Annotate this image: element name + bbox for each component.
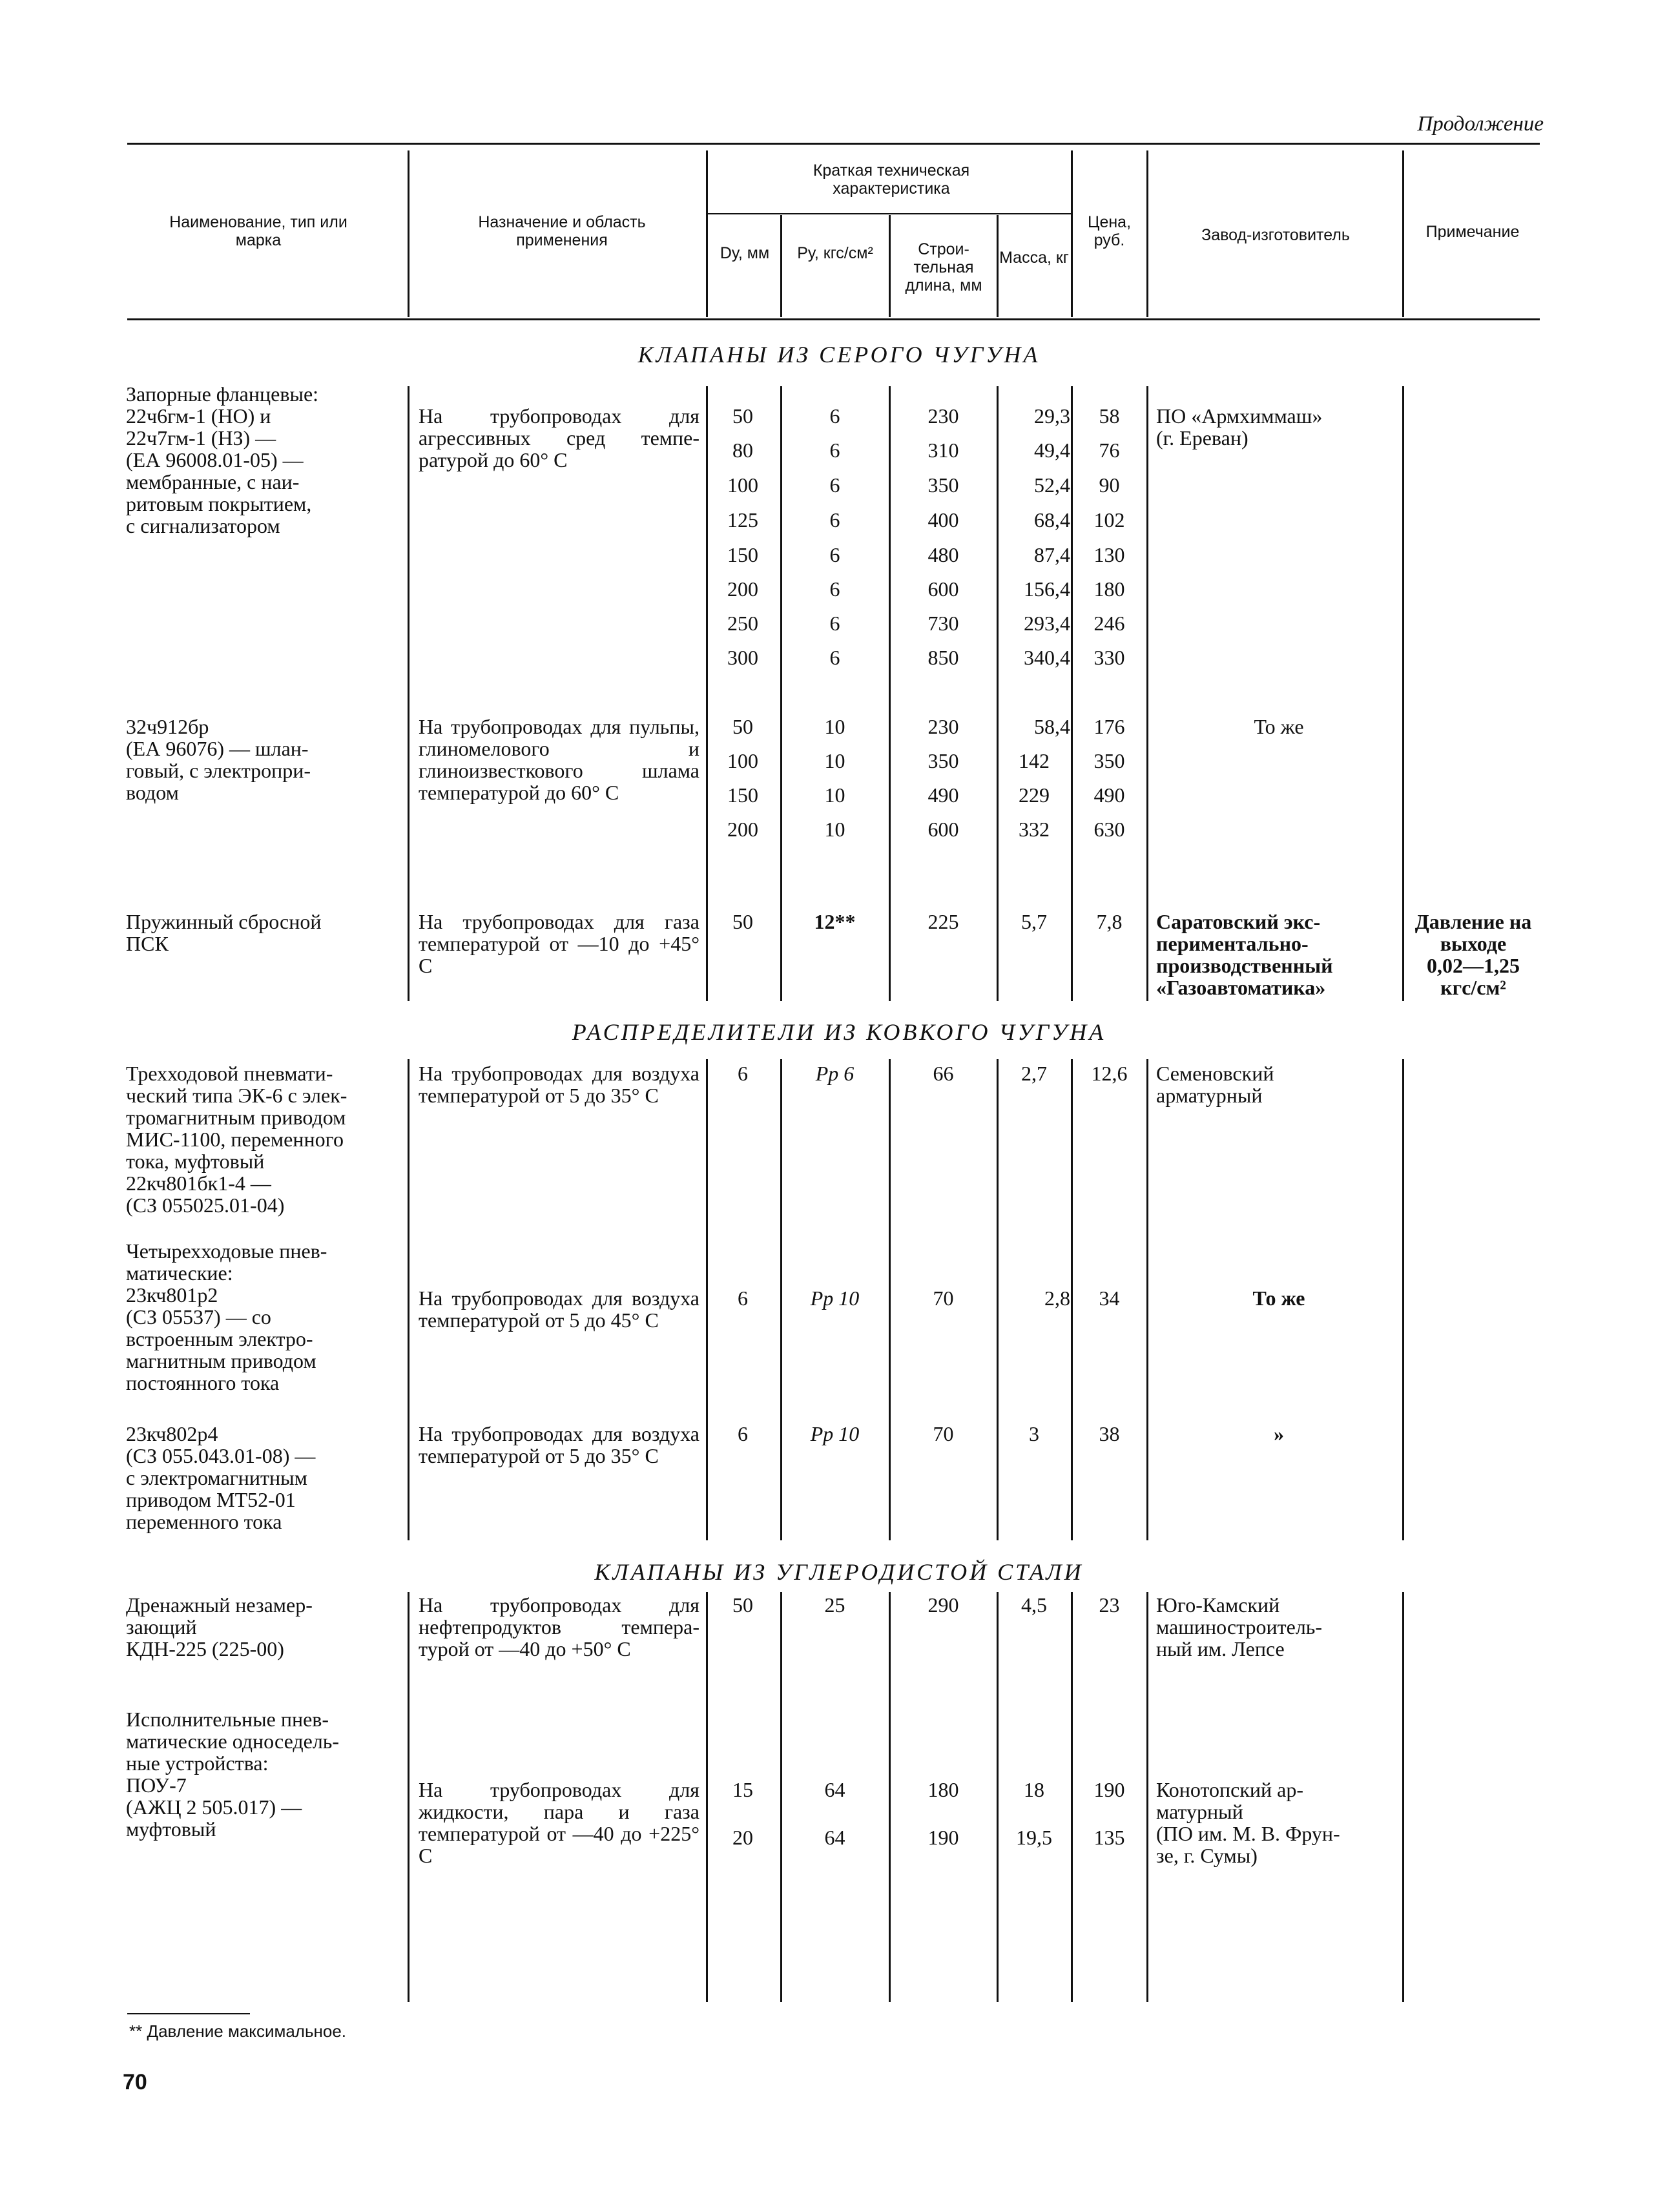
cell-py: 10 <box>824 715 845 738</box>
header-sep-4 <box>889 215 891 317</box>
cell-price: 180 <box>1093 577 1125 601</box>
row-name: 32ч912бр (ЕА 96076) — шлан- говый, с электропри- водом <box>126 715 311 804</box>
cell-dy: 15 <box>732 1778 753 1801</box>
body-sep-b8 <box>1402 1059 1404 1540</box>
cell-py: 6 <box>829 646 840 669</box>
cell-py: Pр 10 <box>810 1422 860 1445</box>
section-heading-carbon-steel: КЛАПАНЫ ИЗ УГЛЕРОДИСТОЙ СТАЛИ <box>594 1559 1084 1585</box>
cell-length: 350 <box>927 749 959 772</box>
section-heading-grey-iron: КЛАПАНЫ ИЗ СЕРОГО ЧУГУНА <box>637 342 1041 367</box>
cell-mass: 49,4 <box>1034 439 1070 462</box>
cell-dy: 50 <box>732 715 753 738</box>
header-mass: Масса, кг <box>999 249 1069 267</box>
cell-price: 76 <box>1099 439 1120 462</box>
cell-length: 190 <box>927 1826 959 1849</box>
cell-length: 600 <box>927 577 959 601</box>
cell-dy: 50 <box>732 404 753 428</box>
row-purpose: На трубопроводах для жидкости, пара и газа температурой от —40 до +225° С <box>419 1778 699 1867</box>
body-sep-b1 <box>408 1059 409 1540</box>
body-sep-a1 <box>408 386 409 1001</box>
cell-length: 290 <box>927 1593 959 1617</box>
cell-dy: 200 <box>727 818 758 841</box>
cell-price: 23 <box>1099 1593 1120 1617</box>
cell-mass: 58,4 <box>1034 715 1070 738</box>
row-purpose: На трубопроводах для воздуха температурой от 5 до 35° С <box>419 1062 699 1107</box>
cell-mass: 18 <box>1024 1778 1044 1801</box>
cell-length: 225 <box>927 910 959 933</box>
header-note: Примечание <box>1425 223 1520 241</box>
cell-price: 34 <box>1099 1287 1120 1310</box>
header-name: Наименование, тип или марка <box>169 213 347 249</box>
row-maker: Саратовский экс- периментально- производственный «Газоавтоматика» <box>1156 910 1333 999</box>
cell-dy: 50 <box>732 1593 753 1617</box>
row-maker: Юго-Камский машиностроитель- ный им. Лепсе <box>1156 1593 1323 1660</box>
header-bottom-rule <box>127 318 1540 320</box>
cell-py: 10 <box>824 749 845 772</box>
body-sep-a8 <box>1402 386 1404 1001</box>
cell-py: Pр 6 <box>815 1062 855 1085</box>
cell-dy: 125 <box>727 508 758 532</box>
cell-py: 6 <box>829 508 840 532</box>
row-name: Дренажный незамер- зающий КДН-225 (225-00) <box>126 1593 313 1660</box>
row-maker: ПО «Армхиммаш» (г. Ереван) <box>1156 404 1323 450</box>
row-maker: Семеновский арматурный <box>1156 1062 1274 1107</box>
cell-price: 90 <box>1099 473 1120 497</box>
header-py: Pу, кгс/см² <box>797 244 873 262</box>
cell-price: 12,6 <box>1091 1062 1128 1085</box>
cell-py: Pр 10 <box>810 1287 860 1310</box>
cell-length: 180 <box>927 1778 959 1801</box>
cell-dy: 100 <box>727 749 758 772</box>
cell-dy: 50 <box>732 910 753 933</box>
cell-dy: 250 <box>727 612 758 635</box>
row-name: Пружинный сбросной ПСК <box>126 910 322 955</box>
cell-price: 130 <box>1093 543 1125 566</box>
cell-dy: 20 <box>732 1826 753 1849</box>
cell-py: 6 <box>829 612 840 635</box>
row-name: Исполнительные пнев- матические односедель- ные устройства: ПОУ-7 (АЖЦ 2 505.017) — муфтовый <box>126 1708 340 1841</box>
cell-py: 6 <box>829 577 840 601</box>
footnote: ** Давление максимальное. <box>129 2021 347 2041</box>
cell-dy: 100 <box>727 473 758 497</box>
cell-length: 490 <box>927 783 959 807</box>
header-purpose: Назначение и область применения <box>478 213 646 249</box>
cell-price: 102 <box>1093 508 1125 532</box>
cell-mass: 156,4 <box>1024 577 1070 601</box>
header-sep-6 <box>1071 150 1073 317</box>
header-top-rule <box>127 143 1540 145</box>
cell-mass: 4,5 <box>1021 1593 1047 1617</box>
header-subdivider <box>707 213 1071 214</box>
body-sep-c7 <box>1146 1592 1148 2002</box>
row-purpose: На трубопроводах для агрессивных сред темпе- ратурой до 60° С <box>419 404 699 471</box>
cell-mass: 29,3 <box>1034 404 1070 428</box>
cell-mass: 3 <box>1029 1422 1039 1445</box>
header-length: Строи- тельная длина, мм <box>905 240 982 295</box>
cell-price: 38 <box>1099 1422 1120 1445</box>
cell-price: 176 <box>1093 715 1125 738</box>
cell-py: 10 <box>824 818 845 841</box>
section-heading-malleable-iron: РАСПРЕДЕЛИТЕЛИ ИЗ КОВКОГО ЧУГУНА <box>572 1019 1106 1045</box>
header-tech: Краткая техническая характеристика <box>813 161 970 198</box>
body-sep-c1 <box>408 1592 409 2002</box>
page-number: 70 <box>123 2070 147 2094</box>
cell-py: 12** <box>814 910 856 933</box>
cell-py: 10 <box>824 783 845 807</box>
cell-price: 135 <box>1093 1826 1125 1849</box>
cell-mass: 68,4 <box>1034 508 1070 532</box>
row-purpose: На трубопроводах для нефтепродуктов темпера- турой от —40 до +50° С <box>419 1593 699 1660</box>
row-name: 23кч802р4 (СЗ 055.043.01-08) — с электромагнитным приводом МТ52-01 переменного тока <box>126 1422 316 1533</box>
body-sep-c8 <box>1402 1592 1404 2002</box>
header-sep-7 <box>1146 150 1148 317</box>
cell-length: 66 <box>933 1062 954 1085</box>
cell-price: 7,8 <box>1096 910 1123 933</box>
cell-mass: 2,8 <box>1044 1287 1070 1310</box>
cell-mass: 229 <box>1019 783 1050 807</box>
row-note: Давление на выходе 0,02—1,25 кгс/см² <box>1414 910 1532 999</box>
cell-dy: 200 <box>727 577 758 601</box>
cell-mass: 142 <box>1019 749 1050 772</box>
cell-length: 350 <box>927 473 959 497</box>
cell-dy: 300 <box>727 646 758 669</box>
cell-dy: 150 <box>727 543 758 566</box>
cell-length: 70 <box>933 1422 954 1445</box>
row-name: Трехходовой пневмати- ческий типа ЭК-6 с элек- тромагнитным приводом МИС-1100, переменного тока, муфтовый 22кч801бк1-4 — (СЗ 055025.01-04) <box>126 1062 347 1217</box>
row-purpose: На трубопроводах для газа температурой от —10 до +45° С <box>419 910 699 977</box>
cell-length: 310 <box>927 439 959 462</box>
cell-mass: 87,4 <box>1034 543 1070 566</box>
cell-length: 730 <box>927 612 959 635</box>
cell-length: 230 <box>927 404 959 428</box>
header-sep-3 <box>780 215 782 317</box>
cell-price: 190 <box>1093 1778 1125 1801</box>
cell-py: 6 <box>829 543 840 566</box>
cell-length: 70 <box>933 1287 954 1310</box>
cell-mass: 52,4 <box>1034 473 1070 497</box>
cell-py: 64 <box>824 1778 845 1801</box>
row-maker: » <box>1274 1422 1284 1445</box>
cell-dy: 80 <box>732 439 753 462</box>
row-maker: То же <box>1252 1287 1305 1310</box>
cell-price: 490 <box>1093 783 1125 807</box>
cell-price: 246 <box>1093 612 1125 635</box>
cell-py: 6 <box>829 404 840 428</box>
body-sep-b7 <box>1146 1059 1148 1540</box>
continuation-label: Продолжение <box>1417 112 1544 136</box>
cell-mass: 19,5 <box>1016 1826 1052 1849</box>
row-purpose: На трубопроводах для пульпы, глиномелового и глиноизвесткового шлама температурой до 60° С <box>419 715 699 804</box>
cell-price: 350 <box>1093 749 1125 772</box>
row-maker: То же <box>1254 715 1304 738</box>
cell-py: 6 <box>829 439 840 462</box>
cell-length: 850 <box>927 646 959 669</box>
row-maker: Конотопский ар- матурный (ПО им. М. В. Фрун- зе, г. Сумы) <box>1156 1778 1340 1867</box>
header-dy: Dу, мм <box>720 244 770 262</box>
cell-price: 630 <box>1093 818 1125 841</box>
cell-price: 330 <box>1093 646 1125 669</box>
cell-mass: 332 <box>1019 818 1050 841</box>
row-name: Четырехходовые пнев- матические: 23кч801р2 (СЗ 05537) — со встроенным электро- магнитным приводом постоянного тока <box>126 1239 327 1394</box>
cell-py: 6 <box>829 473 840 497</box>
row-name: Запорные фланцевые: 22ч6гм-1 (НО) и 22ч7гм-1 (НЗ) — (ЕА 96008.01-05) — мембранные, с наи- ритовым покрытием, с сигнализатором <box>126 382 319 537</box>
cell-dy: 6 <box>738 1287 748 1310</box>
cell-dy: 6 <box>738 1422 748 1445</box>
header-price: Цена, руб. <box>1087 213 1132 249</box>
cell-mass: 5,7 <box>1021 910 1047 933</box>
cell-py: 64 <box>824 1826 845 1849</box>
cell-mass: 293,4 <box>1024 612 1070 635</box>
cell-length: 600 <box>927 818 959 841</box>
cell-mass: 2,7 <box>1021 1062 1047 1085</box>
body-sep-a7 <box>1146 386 1148 1001</box>
cell-length: 400 <box>927 508 959 532</box>
header-maker: Завод-изготовитель <box>1201 226 1350 244</box>
cell-length: 230 <box>927 715 959 738</box>
footnote-rule <box>127 2013 250 2014</box>
row-purpose: На трубопроводах для воздуха температурой от 5 до 45° С <box>419 1287 699 1332</box>
cell-dy: 150 <box>727 783 758 807</box>
cell-length: 480 <box>927 543 959 566</box>
cell-mass: 340,4 <box>1024 646 1070 669</box>
row-purpose: На трубопроводах для воздуха температурой от 5 до 35° С <box>419 1422 699 1467</box>
cell-price: 58 <box>1099 404 1120 428</box>
cell-py: 25 <box>824 1593 845 1617</box>
header-sep-2 <box>706 150 708 317</box>
cell-dy: 6 <box>738 1062 748 1085</box>
header-sep-8 <box>1402 150 1404 317</box>
header-sep-1 <box>408 150 409 317</box>
